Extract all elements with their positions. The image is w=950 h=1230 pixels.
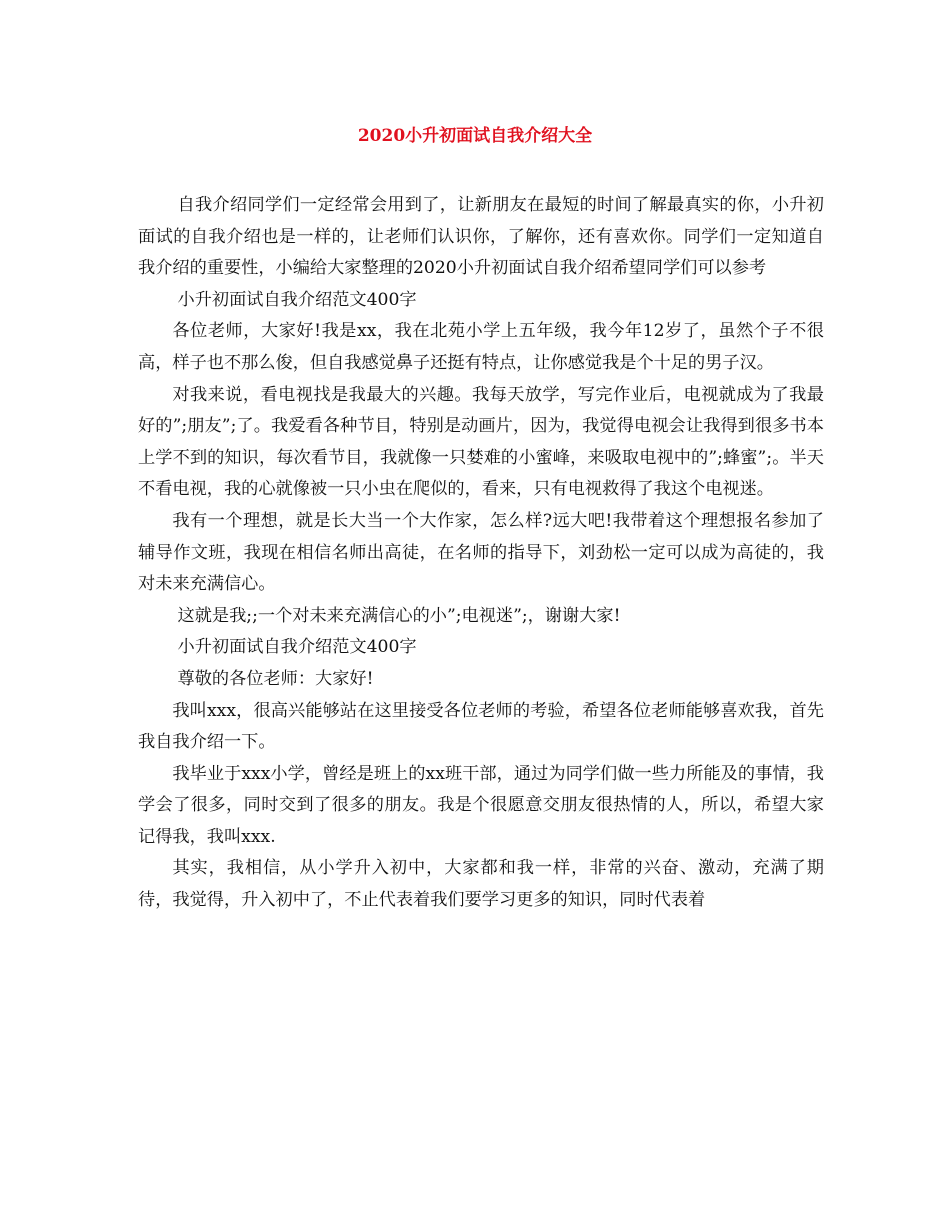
body-paragraph: 我毕业于xxx小学，曾经是班上的xx班干部，通过为同学们做一些力所能及的事情，我学会了很多，同时交到了很多的朋友。我是个很愿意交朋友很热情的人，所以，希望大家记得我，我叫xxx. [138,763,824,847]
body-paragraph: 其实，我相信，从小学升入初中，大家都和我一样，非常的兴奋、激动，充满了期待，我觉得，升入初中了，不止代表着我们要学习更多的知识，同时代表着 [138,858,824,911]
section-heading: 小升初面试自我介绍范文400字 [177,289,417,310]
document-body [138,190,824,917]
section-heading: 小升初面试自我介绍范文400字 [177,637,417,658]
body-paragraph: 我叫xxx，很高兴能够站在这里接受各位老师的考验，希望各位老师能够喜欢我，首先我自我介绍一下。 [138,700,824,753]
body-paragraph: 这就是我;;一个对未来充满信心的小”;电视迷”;，谢谢大家! [177,605,621,626]
greeting-line: 尊敬的各位老师：大家好! [177,668,374,689]
intro-paragraph: 自我介绍同学们一定经常会用到了，让新朋友在最短的时间了解最真实的你，小升初面试的自我介绍也是一样的，让老师们认识你，了解你，还有喜欢你。同学们一定知道自我介绍的重要性，小编给大家整理的2020小升初面试自我介绍希望同学们可以参考 [138,195,824,279]
body-paragraph: 我有一个理想，就是长大当一个大作家，怎么样?远大吧!我带着这个理想报名参加了辅导作文班，我现在相信名师出高徒，在名师的指导下，刘劲松一定可以成为高徒的，我对未来充满信心。 [138,510,824,595]
body-paragraph: 对我来说，看电视找是我最大的兴趣。我每天放学，写完作业后，电视就成为了我最好的”;朋友”;了。我爱看各种节目，特别是动画片，因为，我觉得电视会让我得到很多书本上学不到的知识，每次看节目，我就像一只婪难的小蜜峰，来吸取电视中的”;蜂蜜”;。半天不看电视，我的心就像被一只小虫在爬似的，看来，只有电视救得了我这个电视迷。 [138,384,824,500]
body-paragraph: 各位老师，大家好!我是xx，我在北苑小学上五年级，我今年12岁了，虽然个子不很高，样子也不那么俊，但自我感觉鼻子还挺有特点，让你感觉我是个十足的男子汉。 [138,321,824,373]
document-title: 2020小升初面试自我介绍大全 [357,126,593,146]
